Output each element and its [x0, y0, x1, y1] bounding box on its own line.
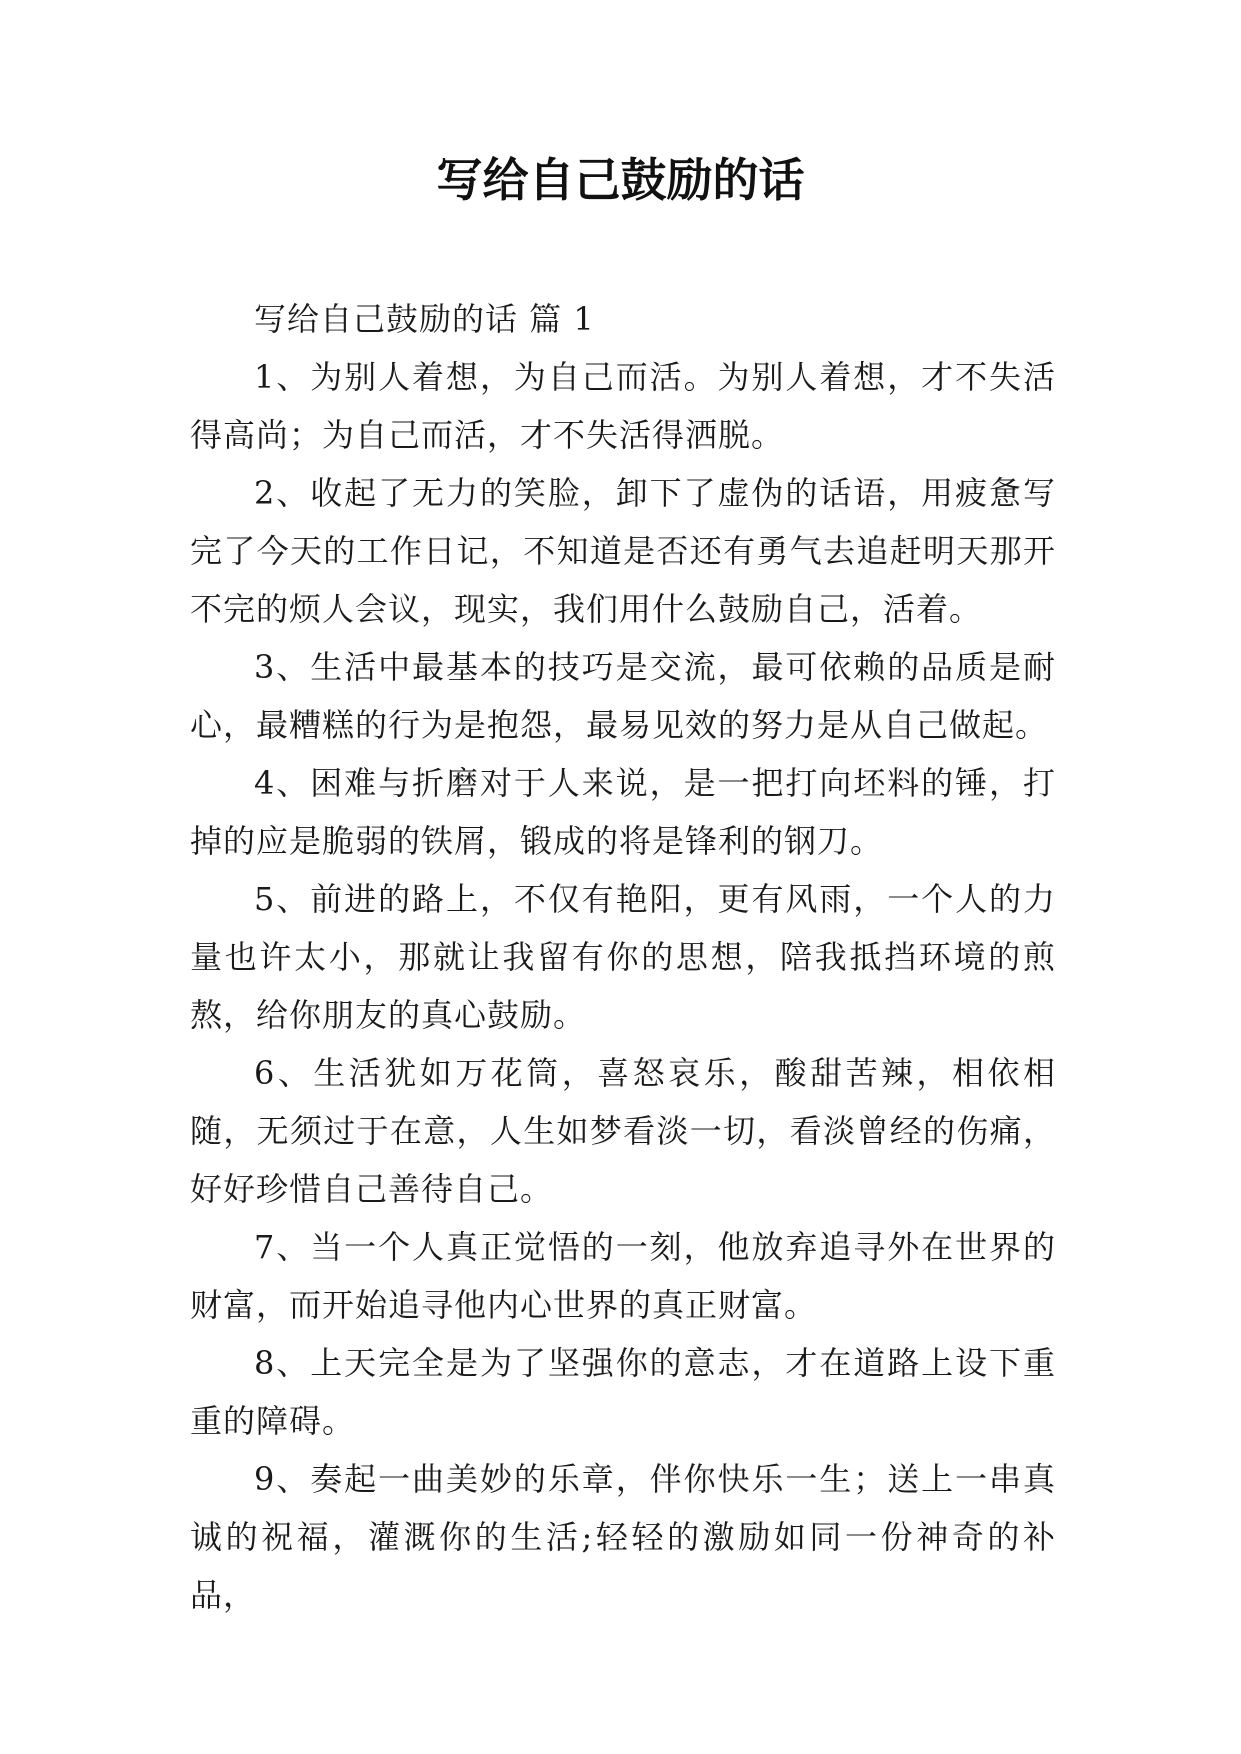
document-body	[190, 290, 1056, 1624]
section-heading: 写给自己鼓励的话 篇 1	[254, 300, 595, 338]
paragraph-9: 9、奏起一曲美妙的乐章，伴你快乐一生；送上一串真诚的祝福，灌溉你的生活;轻轻的激励如同一份神奇的补品，	[190, 1460, 1056, 1614]
paragraph-4: 4、困难与折磨对于人来说，是一把打向坯料的锤，打掉的应是脆弱的铁屑，锻成的将是锋利的钢刀。	[190, 764, 1056, 860]
paragraph-8: 8、上天完全是为了坚强你的意志，才在道路上设下重重的障碍。	[190, 1344, 1056, 1440]
paragraph-6: 6、生活犹如万花筒，喜怒哀乐，酸甜苦辣，相依相随，无须过于在意，人生如梦看淡一切，看淡曾经的伤痛，好好珍惜自己善待自己。	[190, 1054, 1056, 1208]
paragraph-7: 7、当一个人真正觉悟的一刻，他放弃追寻外在世界的财富，而开始追寻他内心世界的真正财富。	[190, 1228, 1056, 1324]
paragraph-2: 2、收起了无力的笑脸，卸下了虚伪的话语，用疲惫写完了今天的工作日记，不知道是否还有勇气去追赶明天那开不完的烦人会议，现实，我们用什么鼓励自己，活着。	[190, 474, 1056, 628]
paragraph-5: 5、前进的路上，不仅有艳阳，更有风雨，一个人的力量也许太小，那就让我留有你的思想，陪我抵挡环境的煎熬，给你朋友的真心鼓励。	[190, 880, 1056, 1034]
paragraph-1: 1、为别人着想，为自己而活。为别人着想，才不失活得高尚；为自己而活，才不失活得洒脱。	[190, 358, 1056, 454]
document-title: 写给自己鼓励的话	[436, 153, 805, 207]
paragraph-3: 3、生活中最基本的技巧是交流，最可依赖的品质是耐心，最糟糕的行为是抱怨，最易见效的努力是从自己做起。	[190, 648, 1056, 744]
